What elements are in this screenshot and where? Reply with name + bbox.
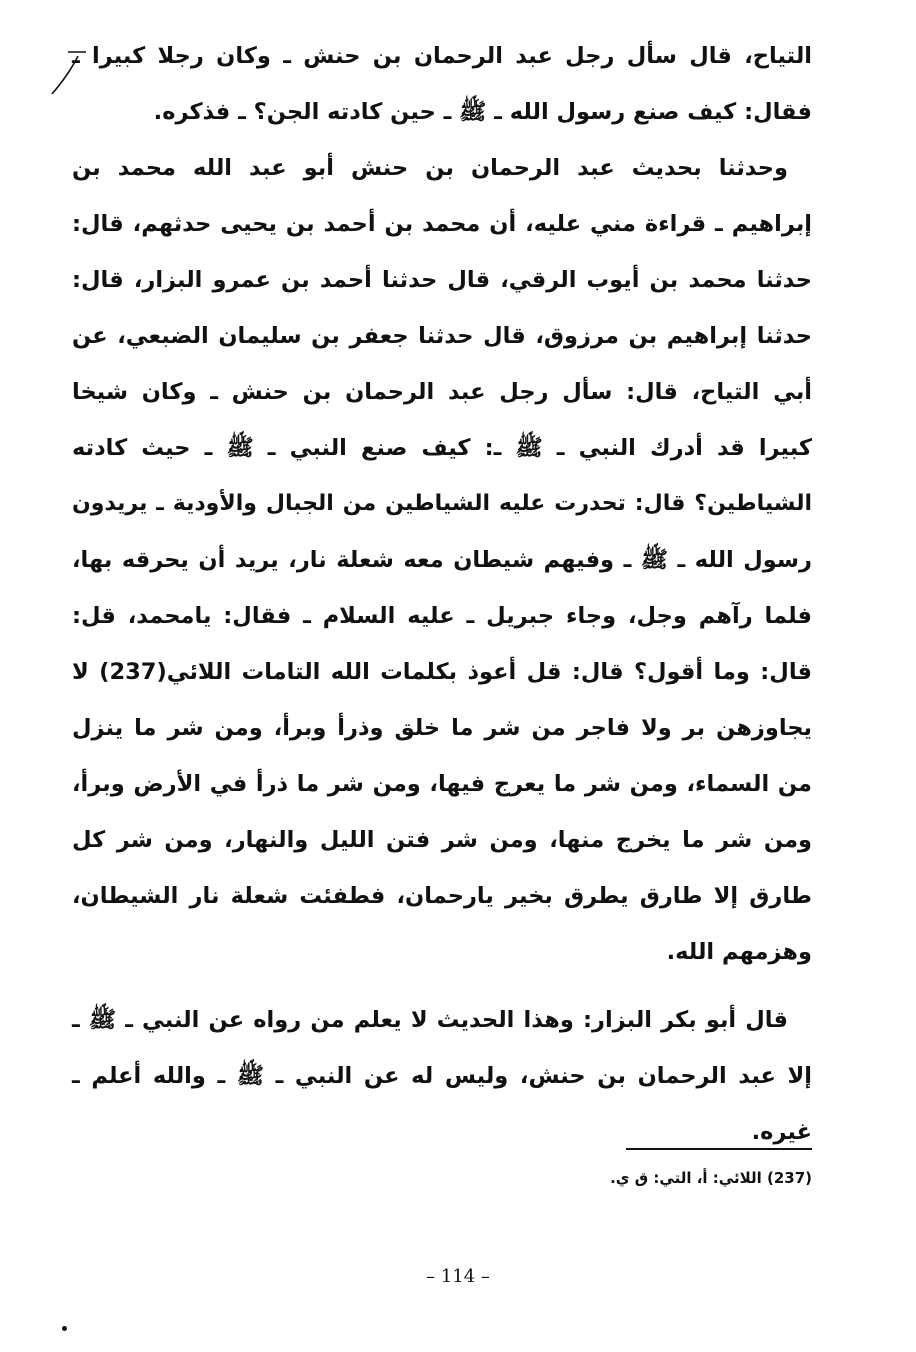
text-line: إلا عبد الرحمان بن حنش، وليس له عن النبي ـ ﷺ ـ والله أعلم ـ <box>72 1063 812 1089</box>
footnote-divider <box>626 1148 812 1150</box>
footnote: (237) اللائي: أ، التي: ق ي. <box>610 1169 812 1187</box>
page-number: – 114 – <box>426 1266 490 1287</box>
text-line: ومن شر ما يخرج منها، ومن شر فتن الليل والنهار، ومن شر كل <box>72 827 812 853</box>
text-line: طارق إلا طارق يطرق بخير يارحمان، فطفئت شعلة نار الشيطان، <box>72 883 812 909</box>
text-line: يجاوزهن بر ولا فاجر من شر ما خلق وذرأ وبرأ، ومن شر ما ينزل <box>72 715 812 741</box>
text-line: حدثنا محمد بن أيوب الرقي، قال حدثنا أحمد بن عمرو البزار، قال: <box>72 267 812 293</box>
text-line: وحدثنا بحديث عبد الرحمان بن حنش أبو عبد الله محمد بن <box>72 155 788 181</box>
ink-dot <box>62 1326 67 1331</box>
main-text <box>72 28 812 1160</box>
text-line: رسول الله ـ ﷺ ـ وفيهم شيطان معه شعلة نار، يريد أن يحرقه بها، <box>72 547 812 573</box>
text-line: حدثنا إبراهيم بن مرزوق، قال حدثنا جعفر بن سليمان الضبعي، عن <box>72 323 812 349</box>
text-line: من السماء، ومن شر ما يعرج فيها، ومن شر ما ذرأ في الأرض وبرأ، <box>72 771 812 797</box>
text-line: إبراهيم ـ قراءة مني عليه، أن محمد بن أحمد بن يحيى حدثهم، قال: <box>72 211 812 237</box>
text-line: قال: وما أقول؟ قال: قل أعوذ بكلمات الله التامات اللائي(237) لا <box>72 659 813 685</box>
text-line: كبيرا قد أدرك النبي ـ ﷺ ـ: كيف صنع النبي ـ ﷺ ـ حيث كادته <box>72 435 812 461</box>
text-line: الشياطين؟ قال: تحدرت عليه الشياطين من الجبال والأودية ـ يريدون <box>72 491 812 516</box>
text-line: أبي التياح، قال: سأل رجل عبد الرحمان بن حنش ـ وكان شيخا <box>72 379 812 405</box>
text-line: وهزمهم الله. <box>666 939 812 965</box>
text-line: قال أبو بكر البزار: وهذا الحديث لا يعلم من رواه عن النبي ـ ﷺ ـ <box>72 1007 788 1033</box>
text-line: التياح، قال سأل رجل عبد الرحمان بن حنش ـ وكان رجلا كبيرا ـ <box>72 43 812 69</box>
text-line: فلما رآهم وجل، وجاء جبريل ـ عليه السلام ـ فقال: يامحمد، قل: <box>72 603 812 629</box>
text-line: فقال: كيف صنع رسول الله ـ ﷺ ـ حين كادته الجن؟ ـ فذكره. <box>153 99 812 125</box>
text-line: غيره. <box>751 1119 812 1145</box>
